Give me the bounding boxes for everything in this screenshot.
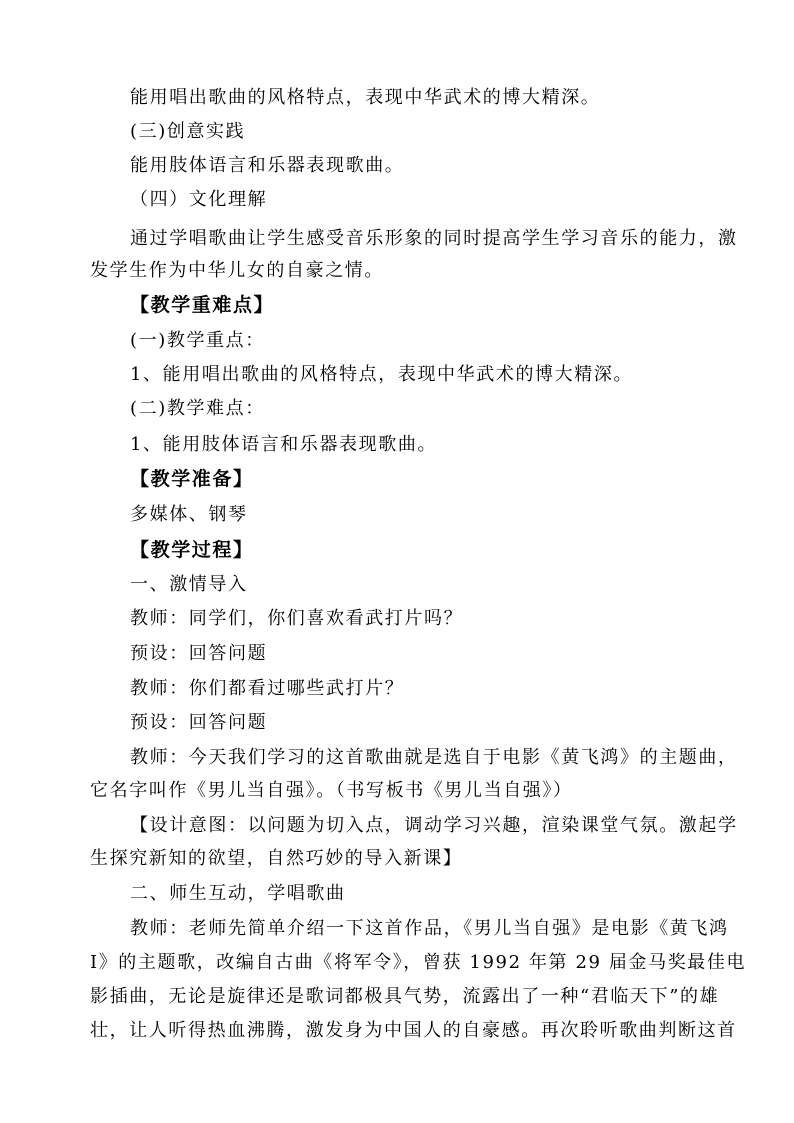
paragraph: 预设：回答问题	[130, 643, 268, 664]
paragraph-continuation: 壮，让人听得热血沸腾，激发身为中国人的自豪感。再次聆听歌曲判断这首	[90, 1020, 737, 1041]
bold-heading: 【教学重难点】	[130, 294, 275, 316]
paragraph-continuation: 发学生作为中华儿女的自豪之情。	[90, 260, 384, 281]
section-heading: （四）文化理解	[130, 189, 268, 210]
paragraph: 教师：今天我们学习的这首歌曲就是选自于电影《黄飞鸿》的主题曲，	[130, 747, 738, 768]
paragraph-continuation: 影插曲，无论是旋律还是歌词都极具气势，流露出了一种“君临天下”的雄	[90, 986, 720, 1007]
paragraph: 1、能用肢体语言和乐器表现歌曲。	[130, 434, 438, 455]
paragraph: 1、能用唱出歌曲的风格特点，表现中华武术的博大精深。	[130, 364, 634, 385]
paragraph: 能用唱出歌曲的风格特点，表现中华武术的博大精深。	[130, 87, 601, 108]
paragraph: 多媒体、钢琴	[130, 504, 248, 525]
paragraph: 能用肢体语言和乐器表现歌曲。	[130, 155, 405, 176]
paragraph: 预设：回答问题	[130, 712, 268, 733]
bold-heading: 【教学准备】	[130, 468, 254, 490]
subheading: 一、激情导入	[130, 574, 248, 595]
paragraph-continuation: 它名字叫作《男儿当自强》。（书写板书《男儿当自强》）	[90, 780, 573, 801]
bold-heading: 【教学过程】	[130, 539, 254, 561]
paragraph-continuation: I》的主题歌，改编自古曲《将军令》，曾获 1992 年第 29 届金马奖最佳电	[90, 952, 747, 973]
subheading: (二)教学难点：	[130, 398, 265, 419]
paragraph: 教师：同学们，你们喜欢看武打片吗？	[130, 608, 464, 629]
paragraph-continuation: 生探究新知的欲望，自然巧妙的导入新课】	[90, 848, 463, 869]
paragraph: 教师：老师先简单介绍一下这首作品，《男儿当自强》是电影《黄飞鸿	[130, 918, 729, 939]
subheading: (一)教学重点：	[130, 330, 265, 351]
paragraph: 教师：你们都看过哪些武打片？	[130, 678, 405, 699]
paragraph: 通过学唱歌曲让学生感受音乐形象的同时提高学生学习音乐的能力，激	[130, 228, 738, 249]
section-heading: (三)创意实践	[130, 121, 246, 142]
subheading: 二、师生互动，学唱歌曲	[130, 883, 346, 904]
design-intent: 【设计意图：以问题为切入点，调动学习兴趣，渲染课堂气氛。激起学	[130, 815, 738, 836]
